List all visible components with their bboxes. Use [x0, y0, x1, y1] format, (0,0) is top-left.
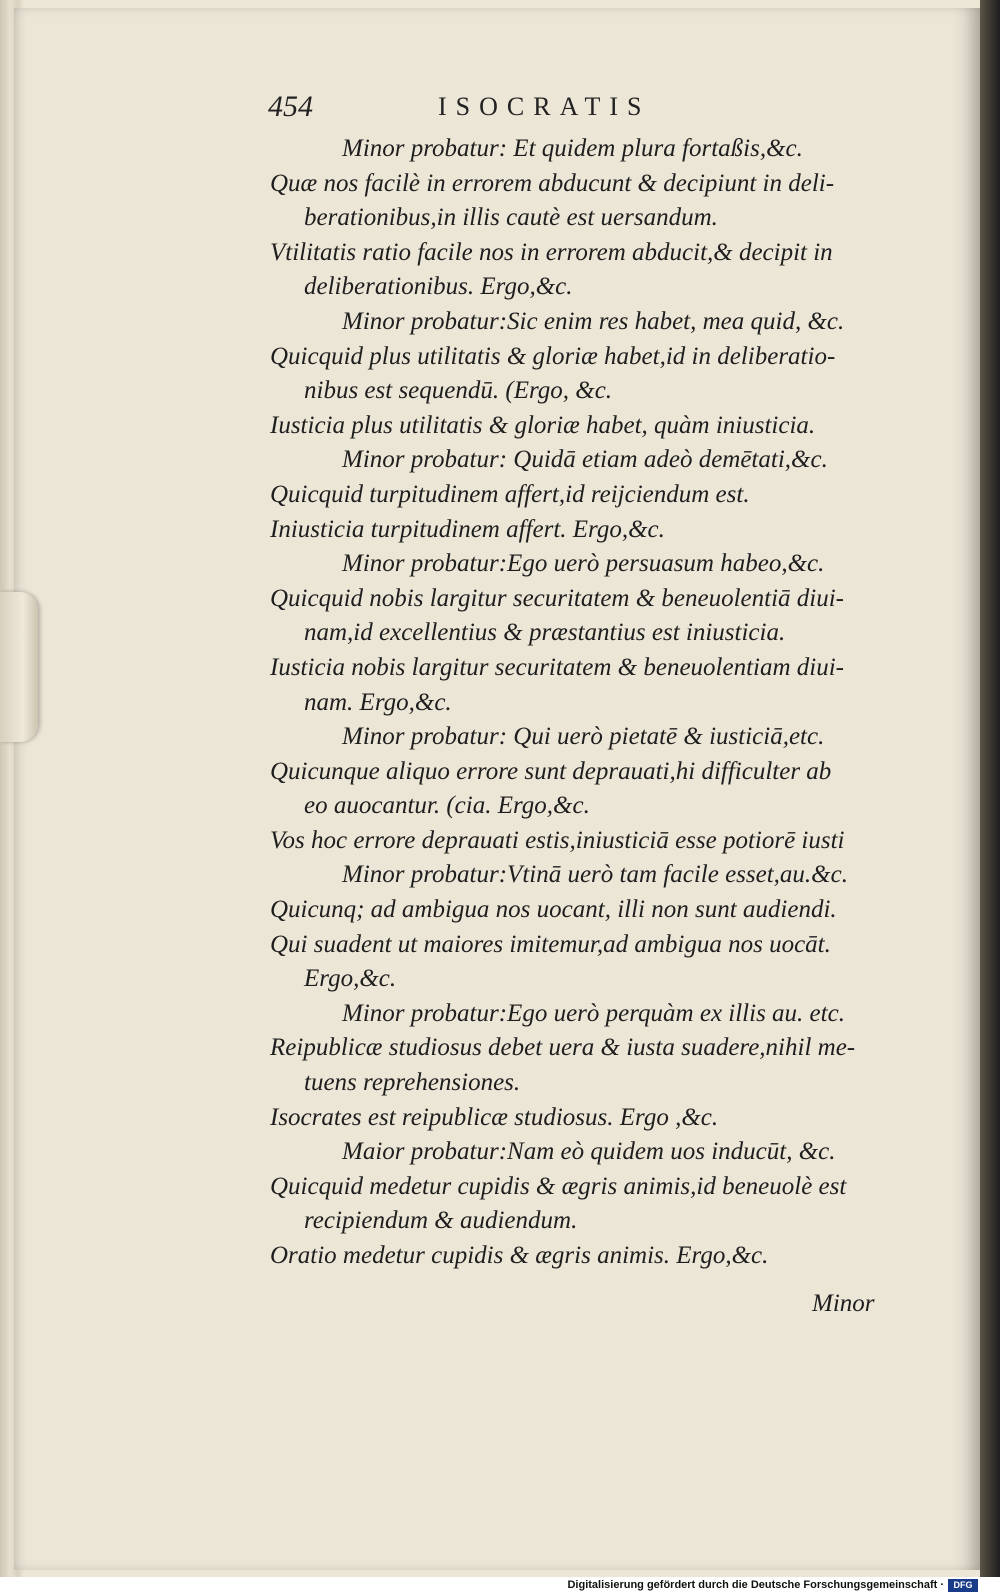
text-line: berationibus,in illis cautè est uersandum. — [304, 204, 718, 232]
text-line: Minor probatur:Ego uerò perquàm ex illis au. etc. — [342, 999, 845, 1027]
text-line: Qui suadent ut maiores imitemur,ad ambigua nos uocāt. — [270, 930, 831, 958]
text-line: Quæ nos facilè in errorem abducunt & decipiunt in deli- — [270, 169, 835, 197]
text-line: Iniusticia turpitudinem affert. Ergo,&c. — [270, 515, 665, 543]
text-line: Quicunque aliquo errore sunt deprauati,hi difficulter ab — [270, 757, 832, 785]
text-line: Reipublicæ studiosus debet uera & iusta suadere,nihil me- — [270, 1034, 856, 1062]
dfg-logo: DFG — [948, 1579, 978, 1592]
text-line: nam. Ergo,&c. — [304, 688, 452, 716]
text-line: nam,id excellentius & præstantius est iniusticia. — [304, 619, 786, 647]
text-line: Minor probatur: Quidā etiam adeò demētati,&c. — [342, 446, 828, 474]
page-header — [268, 90, 768, 130]
text-line: Quicquid turpitudinem affert,id reijciendum est. — [270, 480, 750, 508]
text-line: deliberationibus. Ergo,&c. — [304, 273, 573, 301]
text-line: Ergo,&c. — [304, 965, 397, 993]
page-number: 454 — [268, 90, 313, 123]
text-line: Quicunq; ad ambigua nos uocant, illi non sunt audiendi. — [270, 896, 837, 924]
text-line: Iusticia plus utilitatis & gloriæ habet, quàm iniusticia. — [270, 411, 816, 439]
text-line: Oratio medetur cupidis & ægris animis. Ergo,&c. — [270, 1242, 769, 1269]
text-block — [270, 132, 890, 1274]
book-clasp — [0, 592, 38, 742]
page-shadow-edge — [980, 0, 1000, 1595]
text-line: Vos hoc errore deprauati estis,iniusticiā esse potiorē iusti — [270, 826, 845, 854]
text-line: Quicquid medetur cupidis & ægris animis,id beneuolè est — [270, 1172, 847, 1200]
text-line: Minor probatur:Vtinā uerò tam facile esset,au.&c. — [342, 861, 848, 889]
text-line: Iusticia nobis largitur securitatem & beneuolentiam diui- — [270, 653, 845, 681]
text-line: Vtilitatis ratio facile nos in errorem abducit,& decipit in — [270, 238, 833, 266]
text-line: Minor probatur:Sic enim res habet, mea quid, &c. — [342, 307, 845, 335]
text-line: tuens reprehensiones. — [304, 1069, 521, 1097]
footer-credit: Digitalisierung gefördert durch die Deutsche Forschungsgemeinschaft · — [567, 1579, 944, 1591]
text-line: Minor probatur: Qui uerò pietatē & iusticiā,etc. — [342, 723, 825, 751]
text-line: nibus est sequendū. (Ergo, &c. — [304, 377, 613, 405]
catchword: Minor — [812, 1290, 875, 1317]
text-line: Isocrates est reipublicæ studiosus. Ergo ,&c. — [270, 1103, 719, 1131]
running-head: ISOCRATIS — [438, 92, 651, 121]
text-line: Minor probatur: Et quidem plura fortaßis,&c. — [342, 135, 803, 162]
text-line: Quicquid nobis largitur securitatem & beneuolentiā diui- — [270, 584, 845, 612]
text-line: recipiendum & audiendum. — [304, 1207, 578, 1235]
text-line: Quicquid plus utilitatis & gloriæ habet,id in deliberatio- — [270, 342, 836, 370]
text-line: eo auocantur. (cia. Ergo,&c. — [304, 792, 590, 820]
text-line: Maior probatur:Nam eò quidem uos inducūt, &c. — [342, 1138, 836, 1166]
text-line: Minor probatur:Ego uerò persuasum habeo,&c. — [342, 550, 825, 578]
